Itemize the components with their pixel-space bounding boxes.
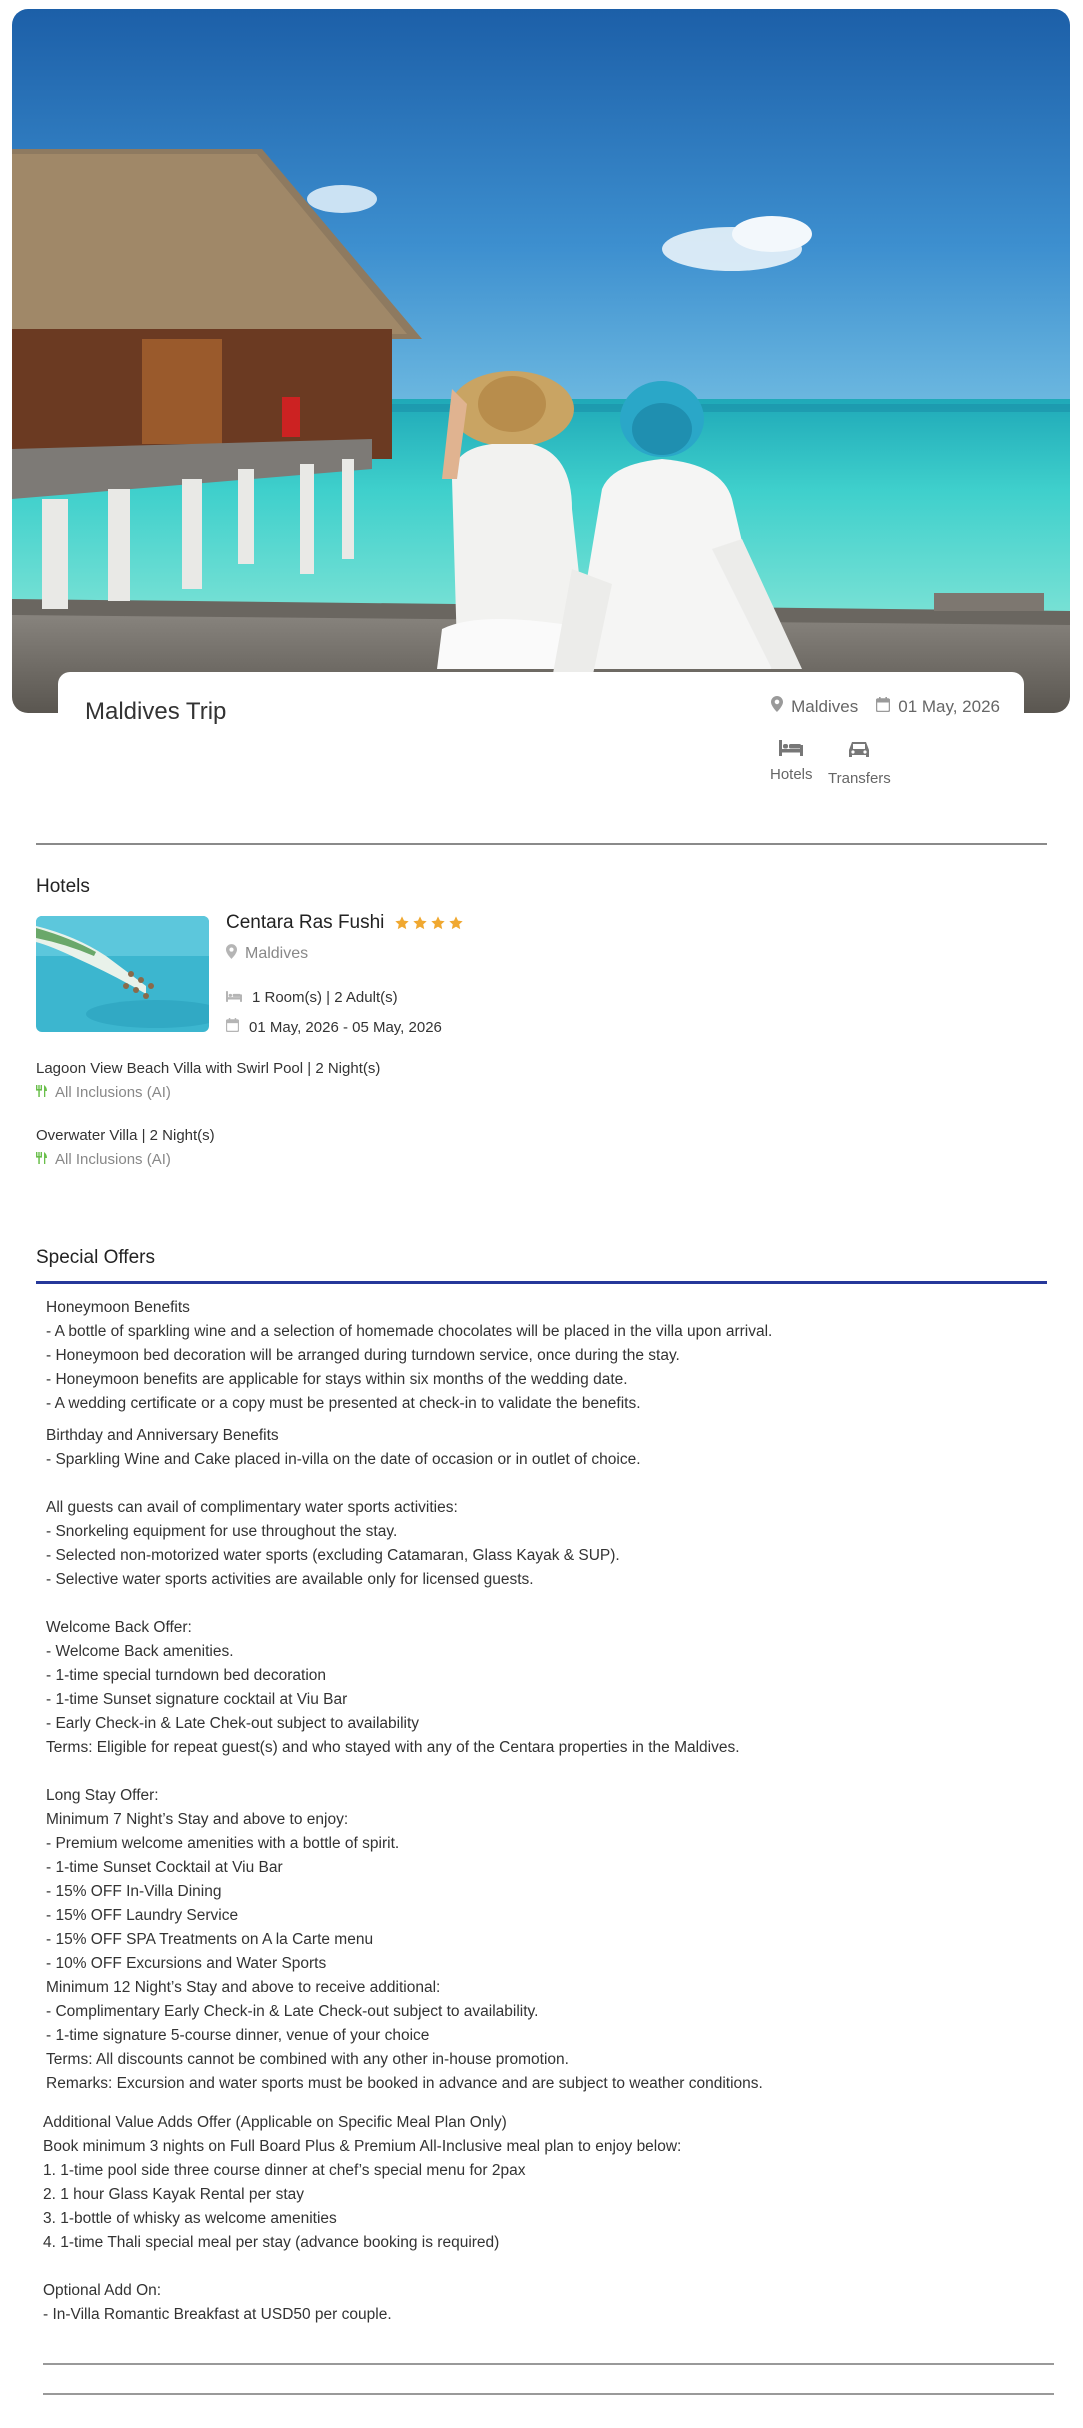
offer-line: - In-Villa Romantic Breakfast at USD50 per couple. xyxy=(43,2306,392,2323)
trip-location-label: Maldives xyxy=(791,696,859,716)
offer-line: - 15% OFF Laundry Service xyxy=(46,1907,239,1924)
trip-date xyxy=(876,697,1000,717)
room-title: Overwater Villa | 2 Night(s) xyxy=(36,1127,215,1144)
service-transfers-label: Transfers xyxy=(828,770,891,787)
section-divider xyxy=(36,843,1047,845)
offer-line: Book minimum 3 nights on Full Board Plus & Premium All-Inclusive meal plan to enjoy below: xyxy=(43,2138,682,2155)
value-adds-block xyxy=(43,2111,1043,2327)
service-hotels[interactable] xyxy=(770,740,813,783)
offer-line: Long Stay Offer: xyxy=(46,1787,159,1804)
offer-line: - Selective water sports activities are available only for licensed guests. xyxy=(46,1571,534,1588)
offer-line: All guests can avail of complimentary water sports activities: xyxy=(46,1499,458,1516)
special-offers-rule xyxy=(36,1281,1047,1284)
offer-line: 2. 1 hour Glass Kayak Rental per stay xyxy=(43,2186,305,2203)
offer-line: - 10% OFF Excursions and Water Sports xyxy=(46,1955,327,1972)
special-offers-title: Special Offers xyxy=(36,1247,155,1268)
offer-line: - A bottle of sparkling wine and a selection of homemade chocolates will be placed in the villa upon arrival. xyxy=(46,1323,773,1340)
room-meal-plan xyxy=(36,1084,171,1101)
offer-line: Welcome Back Offer: xyxy=(46,1619,192,1636)
car-icon xyxy=(848,740,870,764)
offer-line: Minimum 7 Night’s Stay and above to enjoy: xyxy=(46,1811,349,1828)
service-transfers[interactable] xyxy=(828,740,891,787)
offer-line xyxy=(46,1472,1046,1496)
offer-line: - Complimentary Early Check-in & Late Check-out subject to availability. xyxy=(46,2003,539,2020)
bed-icon xyxy=(779,740,803,760)
hotel-rooms-guests xyxy=(226,989,398,1006)
calendar-icon xyxy=(226,1018,239,1036)
hotel-name[interactable] xyxy=(226,912,464,934)
location-pin-icon xyxy=(771,696,783,717)
star-icon xyxy=(448,915,464,931)
offer-line: Remarks: Excursion and water sports must be booked in advance and are subject to weather conditions. xyxy=(46,2075,763,2092)
offer-line: - Selected non-motorized water sports (excluding Catamaran, Glass Kayak & SUP). xyxy=(46,1547,620,1564)
offer-line: 4. 1-time Thali special meal per stay (advance booking is required) xyxy=(43,2234,500,2251)
offer-line: Birthday and Anniversary Benefits xyxy=(46,1427,279,1444)
offer-line: 3. 1-bottle of whisky as welcome amenities xyxy=(43,2210,337,2227)
rooms-guests-label: 1 Room(s) | 2 Adult(s) xyxy=(252,989,398,1006)
hotels-section-title: Hotels xyxy=(36,876,90,897)
trip-location xyxy=(771,696,858,717)
fork-knife-icon xyxy=(36,1151,47,1168)
offer-line: - 15% OFF In-Villa Dining xyxy=(46,1883,222,1900)
meal-plan-label: All Inclusions (AI) xyxy=(55,1151,171,1168)
offer-line: - Snorkeling equipment for use throughout the stay. xyxy=(46,1523,398,1540)
service-hotels-label: Hotels xyxy=(770,766,813,783)
trip-date-label: 01 May, 2026 xyxy=(898,696,1000,716)
offer-line: Terms: Eligible for repeat guest(s) and who stayed with any of the Centara properties in the Maldives. xyxy=(46,1739,740,1756)
offer-line: Honeymoon Benefits xyxy=(46,1299,190,1316)
offer-line xyxy=(43,2255,1043,2279)
star-icon xyxy=(394,915,410,931)
hotel-location xyxy=(226,944,308,964)
offer-line: - Honeymoon benefits are applicable for stays within six months of the wedding date. xyxy=(46,1371,628,1388)
offer-line: Terms: All discounts cannot be combined with any other in-house promotion. xyxy=(46,2051,569,2068)
offer-line: - Early Check-in & Late Chek-out subject to availability xyxy=(46,1715,420,1732)
star-icon xyxy=(430,915,446,931)
offer-line: - Welcome Back amenities. xyxy=(46,1643,234,1660)
hotel-stay-dates xyxy=(226,1018,442,1036)
offer-line xyxy=(46,1592,1046,1616)
offer-line xyxy=(46,1760,1046,1784)
fork-knife-icon xyxy=(36,1084,47,1101)
room-meal-plan xyxy=(36,1151,171,1168)
star-icon xyxy=(412,915,428,931)
offer-line: - 15% OFF SPA Treatments on A la Carte menu xyxy=(46,1931,374,1948)
offer-line: Additional Value Adds Offer (Applicable on Specific Meal Plan Only) xyxy=(43,2114,507,2131)
offer-line: - A wedding certificate or a copy must be presented at check-in to validate the benefits. xyxy=(46,1395,641,1412)
trip-meta xyxy=(771,696,1000,717)
hotel-thumbnail[interactable] xyxy=(36,916,209,1032)
room-title: Lagoon View Beach Villa with Swirl Pool | 2 Night(s) xyxy=(36,1060,381,1077)
bottom-divider xyxy=(43,2393,1054,2395)
location-pin-icon xyxy=(226,944,237,964)
offer-line: 1. 1-time pool side three course dinner at chef’s special menu for 2pax xyxy=(43,2162,526,2179)
offer-line: Minimum 12 Night’s Stay and above to receive additional: xyxy=(46,1979,441,1996)
offer-line: - 1-time special turndown bed decoration xyxy=(46,1667,327,1684)
offer-line: Optional Add On: xyxy=(43,2282,162,2299)
offer-line: - 1-time Sunset signature cocktail at Viu Bar xyxy=(46,1691,348,1708)
hero-image xyxy=(12,9,1070,713)
offer-line: - Sparkling Wine and Cake placed in-villa on the date of occasion or in outlet of choice. xyxy=(46,1451,641,1468)
hotel-location-label: Maldives xyxy=(245,945,309,962)
trip-title: Maldives Trip xyxy=(85,698,227,725)
meal-plan-label: All Inclusions (AI) xyxy=(55,1084,171,1101)
special-offers-body xyxy=(46,1296,1046,2096)
calendar-icon xyxy=(876,697,890,717)
offer-line: - Honeymoon bed decoration will be arranged during turndown service, once during the stay. xyxy=(46,1347,680,1364)
hotel-star-rating xyxy=(394,915,464,931)
honeymoon-offer-block xyxy=(46,1296,1046,1416)
offer-line: - 1-time Sunset Cocktail at Viu Bar xyxy=(46,1859,283,1876)
stay-dates-label: 01 May, 2026 - 05 May, 2026 xyxy=(249,1018,442,1036)
offer-line: - 1-time signature 5-course dinner, venue of your choice xyxy=(46,2027,430,2044)
general-offers-block xyxy=(46,1424,1046,2096)
trip-summary-card xyxy=(58,672,1024,822)
hotel-name-label: Centara Ras Fushi xyxy=(226,912,385,933)
offer-line: - Premium welcome amenities with a bottle of spirit. xyxy=(46,1835,400,1852)
bed-icon xyxy=(226,989,242,1006)
bottom-divider xyxy=(43,2363,1054,2365)
